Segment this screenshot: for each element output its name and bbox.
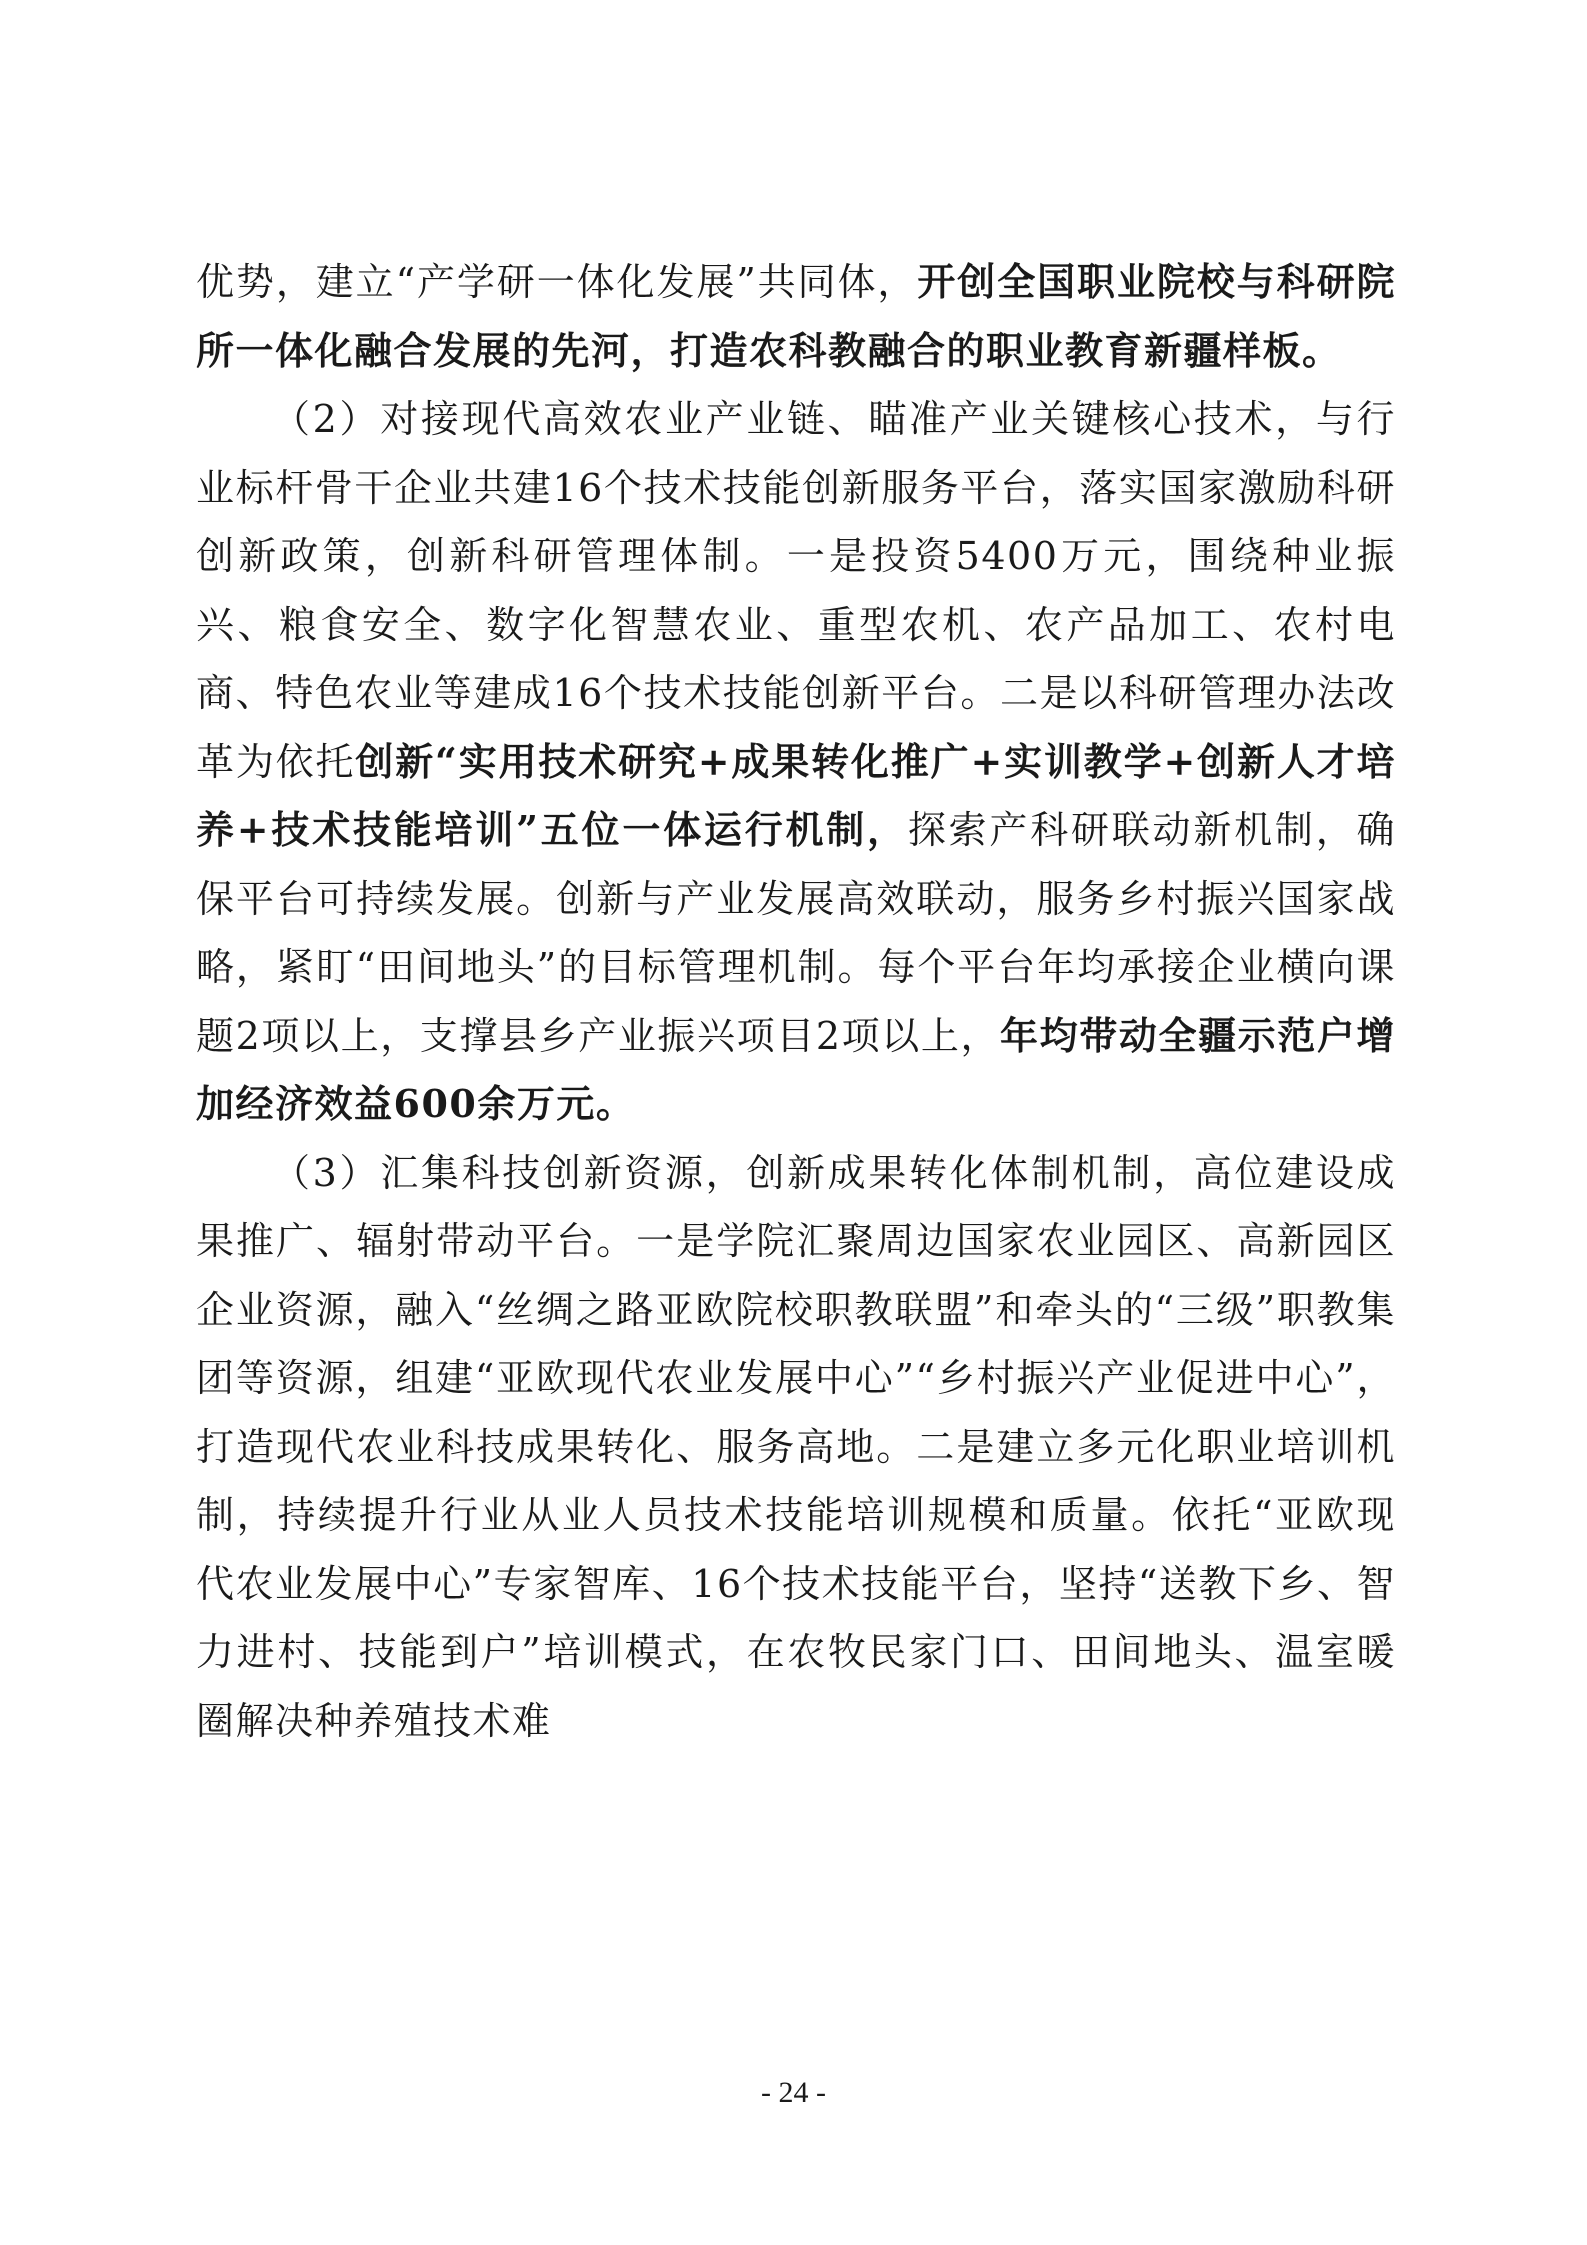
page-number: - 24 - bbox=[761, 2076, 826, 2109]
paragraph-continuation bbox=[196, 248, 1396, 385]
paragraph-2-bold-text-a: 创新“实用技术研究+成果转化推广+实训教学+创新人才培养+技术技能培训”五位一体运行机制， bbox=[196, 738, 1396, 852]
paragraph-2-text-b: 探索产科研联动新机制，确保平台可持续发展。创新与产业发展高效联动，服务乡村振兴国家战略，紧盯“田间地头”的目标管理机制。每个平台年均承接企业横向课题2项以上，支撑县乡产业振兴项目2项以上， bbox=[196, 808, 1396, 1058]
paragraph-item-3 bbox=[196, 1139, 1396, 1756]
paragraph-3-text: （3）汇集科技创新资源，创新成果转化体制机制，高位建设成果推广、辐射带动平台。一是学院汇聚周边国家农业园区、高新园区企业资源，融入“丝绸之路亚欧院校职教联盟”和牵头的“三级”职教集团等资源，组建“亚欧现代农业发展中心”“乡村振兴产业促进中心”，打造现代农业科技成果转化、服务高地。二是建立多元化职业培训机制，持续提升行业从业人员技术技能培训规模和质量。依托“亚欧现代农业发展中心”专家智库、16个技术技能平台，坚持“送教下乡、智力进村、技能到户”培训模式，在农牧民家门口、田间地头、温室暖圈解决种养殖技术难 bbox=[196, 1150, 1396, 1743]
paragraph-item-2 bbox=[196, 385, 1396, 1139]
document-body bbox=[196, 248, 1396, 1755]
paragraph-1-text: 优势，建立“产学研一体化发展”共同体， bbox=[196, 260, 918, 304]
paragraph-2-bold-text-b: 年均带动全疆示范户增加经济效益600余万元。 bbox=[196, 1012, 1396, 1126]
paragraph-2-text-a: （2）对接现代高效农业产业链、瞄准产业关键核心技术，与行业标杆骨干企业共建16个技术技能创新服务平台，落实国家激励科研创新政策，创新科研管理体制。一是投资5400万元，围绕种业振兴、粮食安全、数字化智慧农业、重型农机、农产品加工、农村电商、特色农业等建成16个技术技能创新平台。二是以科研管理办法改革为依托 bbox=[196, 397, 1396, 784]
paragraph-1-bold-text: 开创全国职业院校与科研院所一体化融合发展的先河，打造农科教融合的职业教育新疆样板。 bbox=[196, 259, 1396, 373]
